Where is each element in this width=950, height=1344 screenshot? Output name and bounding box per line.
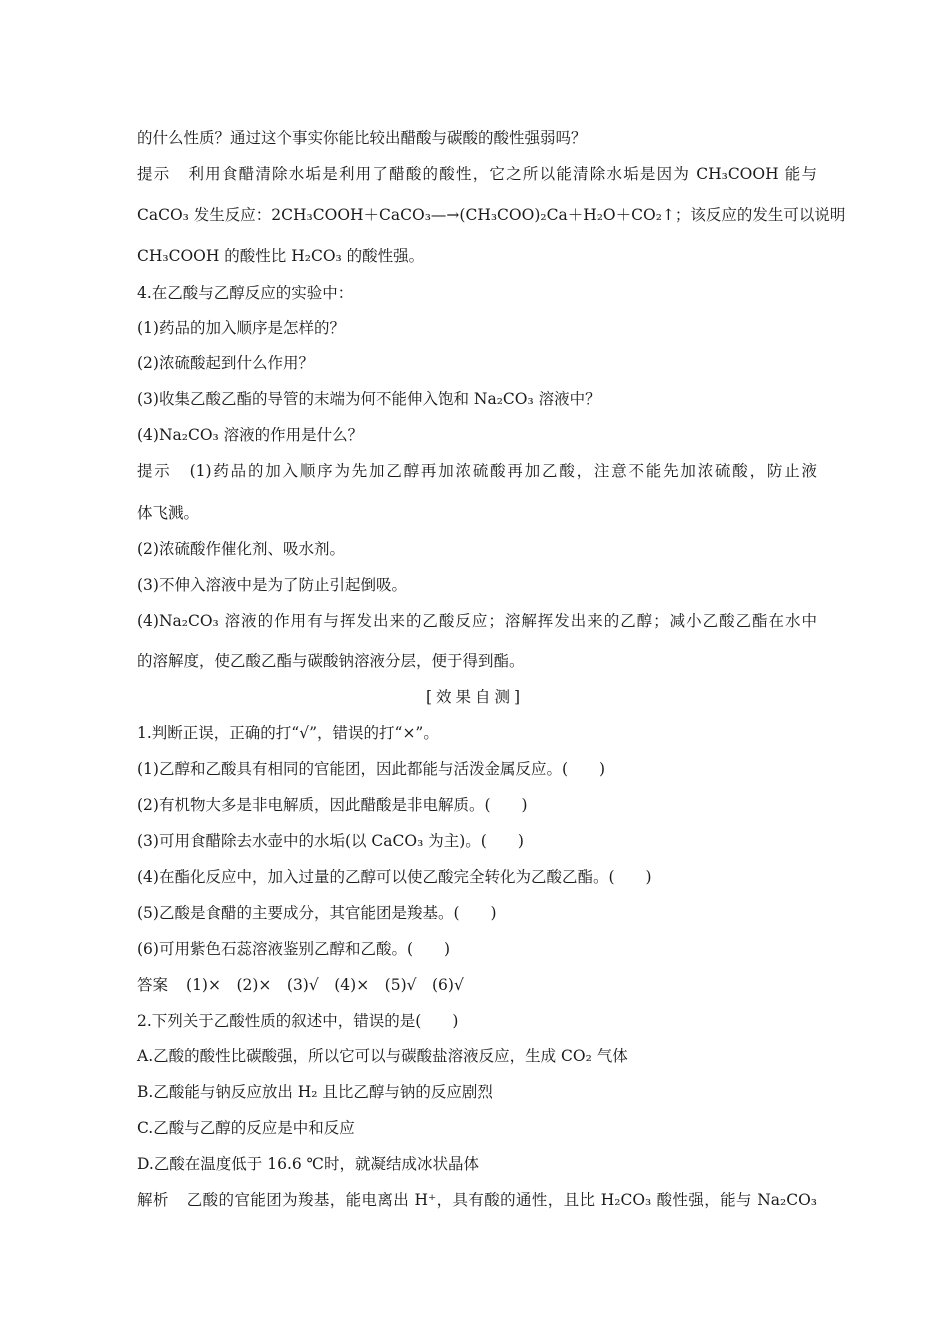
hint-4-line: (3)不伸入溶液中是为了防止引起倒吸。 (137, 576, 407, 594)
hint-4-line (137, 461, 817, 481)
hint-4-line: 体飞溅。 (137, 504, 200, 522)
hint-label: 提示 (137, 462, 172, 480)
hint-equation-line: CaCO₃ 发生反应：2CH₃COOH＋CaCO₃—→(CH₃COO)₂Ca＋H₂O＋CO₂↑；该反应的发生可以说明 (137, 206, 846, 224)
hint-text: (1)药品的加入顺序为先加乙醇再加浓硫酸再加乙酸，注意不能先加浓硫酸，防止液 (189, 462, 817, 480)
exercise-1-item: (3)可用食醋除去水壶中的水垢(以 CaCO₃ 为主)。( ) (137, 832, 524, 850)
exercise-2-title: 2.下列关于乙酸性质的叙述中，错误的是( ) (137, 1012, 459, 1030)
exercise-2-option: A.乙酸的酸性比碳酸强，所以它可以与碳酸盐溶液反应，生成 CO₂ 气体 (137, 1047, 628, 1065)
hint-conclusion-line: CH₃COOH 的酸性比 H₂CO₃ 的酸性强。 (137, 247, 425, 265)
hint-4-line: 的溶解度，使乙酸乙酯与碳酸钠溶液分层，便于得到酯。 (137, 652, 525, 670)
question-4-item: (4)Na₂CO₃ 溶液的作用是什么？ (137, 426, 364, 444)
exercise-1-title: 1.判断正误，正确的打“√”，错误的打“×”。 (137, 724, 439, 742)
hint-label: 提示 (137, 165, 171, 183)
exercise-1-item: (6)可用紫色石蕊溶液鉴别乙醇和乙酸。( ) (137, 940, 451, 958)
exercise-1-item: (5)乙酸是食醋的主要成分，其官能团是羧基。( ) (137, 904, 497, 922)
exercise-1-item: (4)在酯化反应中，加入过量的乙醇可以使乙酸完全转化为乙酸乙酯。( ) (137, 868, 652, 886)
exercise-1-item: (2)有机物大多是非电解质，因此醋酸是非电解质。( ) (137, 796, 528, 814)
question-tail: 的什么性质？通过这个事实你能比较出醋酸与碳酸的酸性强弱吗？ (137, 129, 587, 147)
hint-text: 利用食醋清除水垢是利用了醋酸的酸性，它之所以能清除水垢是因为 CH₃COOH 能与 (188, 165, 817, 183)
exercise-2-option: C.乙酸与乙醇的反应是中和反应 (137, 1119, 355, 1137)
answer-label: 答案 (137, 976, 169, 994)
analysis-label: 解析 (137, 1191, 169, 1209)
hint-4-line: (4)Na₂CO₃ 溶液的作用有与挥发出来的乙酸反应；溶解挥发出来的乙醇；减小乙酸乙酯在水中 (137, 612, 817, 630)
question-4-item: (3)收集乙酸乙酯的导管的末端为何不能伸入饱和 Na₂CO₃ 溶液中？ (137, 390, 601, 408)
answer-line (137, 975, 817, 995)
analysis-text: 乙酸的官能团为羧基，能电离出 H⁺，具有酸的通性，且比 H₂CO₃ 酸性强，能与 Na₂CO₃ (186, 1191, 817, 1209)
question-4-item: (2)浓硫酸起到什么作用？ (137, 354, 314, 372)
section-heading: [效果自测] (425, 688, 525, 706)
question-4-item: (1)药品的加入顺序是怎样的？ (137, 319, 345, 337)
answer-text: (1)× (2)× (3)√ (4)× (5)√ (6)√ (186, 976, 464, 994)
exercise-2-option: B.乙酸能与钠反应放出 H₂ 且比乙醇与钠的反应剧烈 (137, 1083, 493, 1101)
hint-4-line: (2)浓硫酸作催化剂、吸水剂。 (137, 540, 345, 558)
exercise-1-item: (1)乙醇和乙酸具有相同的官能团，因此都能与活泼金属反应。( ) (137, 760, 606, 778)
analysis-line (137, 1190, 817, 1210)
question-4-title: 4.在乙酸与乙醇反应的实验中： (137, 284, 354, 302)
exercise-2-option: D.乙酸在温度低于 16.6 ℃时，就凝结成冰状晶体 (137, 1155, 480, 1173)
hint-paragraph-line (137, 164, 817, 184)
